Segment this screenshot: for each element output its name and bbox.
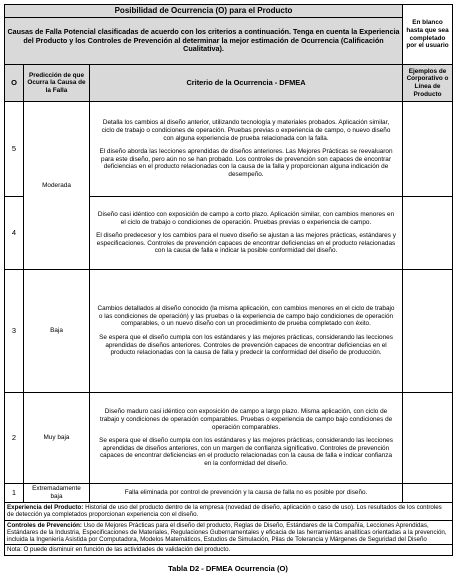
example-cell [403,270,453,393]
criteria-cell [90,484,403,503]
example-cell [403,102,453,197]
criteria-text: Diseño maduro casi idéntico con exposición de campo a largo plazo. Misma aplicación, con ciclo de trabajo y condiciones de operación comparables. Pruebas o experiencia de campo bajo condiciones de operación comparables. [99,408,393,431]
criteria-cell [90,270,403,393]
col-o-header: O [5,65,24,102]
level-moderate: Moderada [24,102,90,270]
criteria-cell [90,197,403,270]
o-value: 3 [5,270,24,393]
criteria-text: Diseño casi idéntico con exposición de campo a corto plazo. Aplicación similar, con cambios menores en el ciclo de trabajo o condiciones de operación. Pruebas previas o experiencia de campo. [97,211,395,226]
o-value: 1 [5,484,24,503]
criteria-cell [90,393,403,484]
example-cell [403,484,453,503]
col-examples-header: Ejemplos de Corporativo o Línea de Producto [403,65,453,102]
example-cell [403,197,453,270]
table-caption: Tabla D2 - DFMEA Ocurrencia (O) [168,564,288,573]
table-row [5,102,453,197]
validation-note: Nota: O puede disminuir en función de las actividades de validación del producto. [5,545,453,555]
level-label: Muy baja [24,393,90,484]
criteria-text: Se espera que el diseño cumpla con los estándares y las mejores prácticas, considerando las lecciones aprendidas de diseños anteriores, con un margen de confianza significativo. Controles de prevención capaces de encontrar deficiencias en el producto relacionadas con la causa de falla e indicar confianza en la conformidad del diseño. [99,437,393,467]
table-row [5,270,453,393]
criteria-text: El diseño predecesor y los cambios para el nuevo diseño se ajustan a las mejores prácticas, estándares y especificaciones. Controles de prevención capaces de encontrar deficiencias en el producto relacionadas con la causa de falla e indicar la posible conformidad del diseño. [96,232,396,255]
criteria-text: Detalla los cambios al diseño anterior, utilizando tecnología y materiales probados. Aplicación similar, ciclo de trabajo o condiciones de operación. Pruebas previas o experiencia de campo, o nuevo diseño con alguna experiencia de prueba relacionada con la falla. [101,119,391,142]
level-label: Baja [24,270,90,393]
table-title: Posibilidad de Ocurrencia (O) para el Producto [5,5,403,18]
table-row [5,484,453,503]
example-cell [403,393,453,484]
col-criteria-header: Criterio de la Ocurrencia - DFMEA [90,65,403,102]
level-label: Extremadamente baja [24,484,90,503]
blank-note: En blanco hasta que sea completado por el usuario [403,5,453,65]
o-value: 5 [5,102,24,197]
controls-label: Controles de Prevención: [7,521,82,529]
occurrence-table [4,4,453,556]
prevention-controls-note [5,520,453,545]
o-value: 4 [5,197,24,270]
experience-label: Experiencia del Producto: [7,504,84,511]
criteria-cell [90,102,403,197]
o-value: 2 [5,393,24,484]
experience-text: Historial de uso del producto dentro de la empresa (novedad de diseño, aplicación o caso de uso). Los resultados de los controles de detección ya completados proporcionan experiencia con el diseño. [7,504,442,519]
controls-text: Uso de Mejores Prácticas para el diseño del producto, Reglas de Diseño, Estándares de la Compañía, Lecciones Aprendidas, Estándares de la Industria, Especificaciones de Materiales, Regulaciones Gubernamentales y eficacia de las herramientas analíticas orientadas a la prevención, incluida la Ingeniería Asistida por Computadora, Modelos Matemáticos, Estudios de Simulación, Pilas de Tolerancia y Márgenes de Seguridad del Diseño [7,521,447,544]
criteria-text: Falla eliminada por control de prevención y la causa de falla no es posible por diseño. [124,489,368,497]
criteria-text: Cambios detallados al diseño conocido (la misma aplicación, con cambios menores en el ciclo de trabajo o las condiciones de operación) y las pruebas o la experiencia de campo bajo condiciones de operación comparables, o un nuevo diseño con un procedimiento de prueba completado con éxito. [97,305,395,328]
table-intro: Causas de Falla Potencial clasificadas de acuerdo con los criterios a continuación. Tenga en cuenta la Experiencia del Producto y los Controles de Prevención al determinar la mejor estimación de Ocurrencia (Calificación Cualitativa). [5,18,403,65]
table-row [5,393,453,484]
criteria-text: Se espera que el diseño cumpla con los estándares y las mejores prácticas, considerando las lecciones aprendidas de diseños anteriores. Controles de prevención capaces de encontrar deficiencias en el producto relacionadas con la causa de falla y predecir la conformidad del diseño de producción. [99,334,393,357]
criteria-text: El diseño aborda las lecciones aprendidas de diseños anteriores. Las Mejores Prácticas se reevaluaron para este diseño, pero aún no se han probado. Los controles de prevención son capaces de encontrar deficiencias en el producto relacionadas con la causa de la falla y proporcionan alguna indicación de desempeño. [99,148,393,178]
product-experience-note [5,503,453,521]
col-prediction-header: Predicción de que Ocurra la Causa de la Falla [24,65,90,102]
